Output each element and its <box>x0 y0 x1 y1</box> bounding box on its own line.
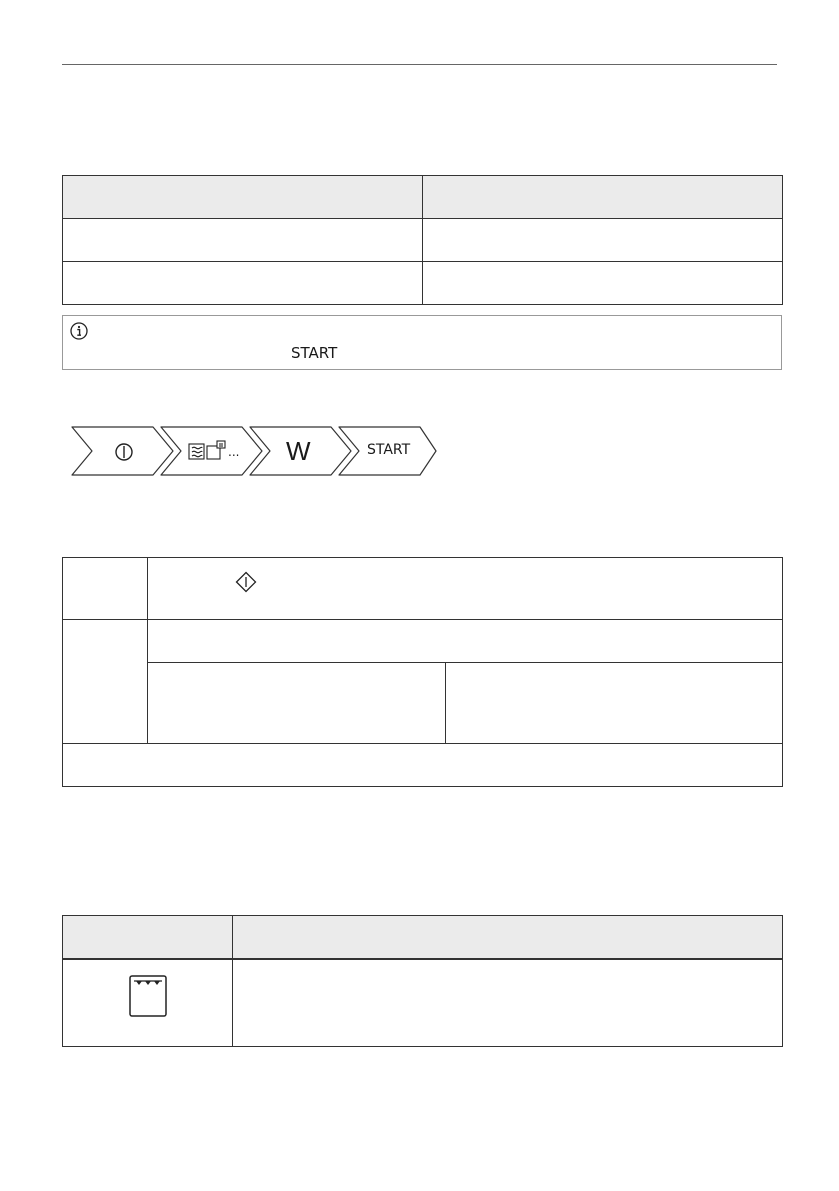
start-label: START <box>291 344 338 362</box>
table-cell <box>63 262 423 305</box>
table-row <box>63 262 783 305</box>
table-header-row <box>63 176 783 219</box>
power-icon <box>116 444 132 460</box>
table-cell <box>148 620 783 663</box>
table-row <box>63 959 783 1047</box>
table-header-cell <box>63 916 233 959</box>
table-header-cell <box>423 176 783 219</box>
table-header-cell <box>63 176 423 219</box>
table-cell <box>63 620 148 744</box>
heating-function-table <box>62 915 783 1047</box>
settings-table <box>62 175 783 305</box>
table-row <box>63 620 783 663</box>
step-ellipsis: ... <box>228 445 240 459</box>
weight-label: W <box>286 436 311 466</box>
table-cell <box>423 262 783 305</box>
table-cell <box>233 959 783 1047</box>
table-cell <box>148 558 783 620</box>
table-cell <box>423 219 783 262</box>
table-cell <box>63 959 233 1047</box>
info-note <box>62 315 782 370</box>
table-cell <box>63 219 423 262</box>
top-heat-oven-icon <box>128 974 168 1018</box>
oven-functions-icon <box>189 441 225 459</box>
table-row <box>63 744 783 787</box>
table-row <box>63 558 783 620</box>
start-diamond-icon <box>235 571 257 593</box>
procedure-table <box>62 557 783 787</box>
info-icon <box>70 322 88 340</box>
table-cell <box>148 663 446 744</box>
step-arrow-2 <box>161 427 262 475</box>
step-arrow-1 <box>72 427 173 475</box>
table-cell <box>63 744 783 787</box>
table-row <box>63 663 783 744</box>
table-cell <box>63 558 148 620</box>
table-header-row <box>63 916 783 959</box>
table-header-cell <box>233 916 783 959</box>
table-row <box>63 219 783 262</box>
step-sequence <box>70 425 440 477</box>
header-rule <box>62 64 777 65</box>
table-cell <box>446 663 783 744</box>
start-step-label: START <box>367 442 411 458</box>
